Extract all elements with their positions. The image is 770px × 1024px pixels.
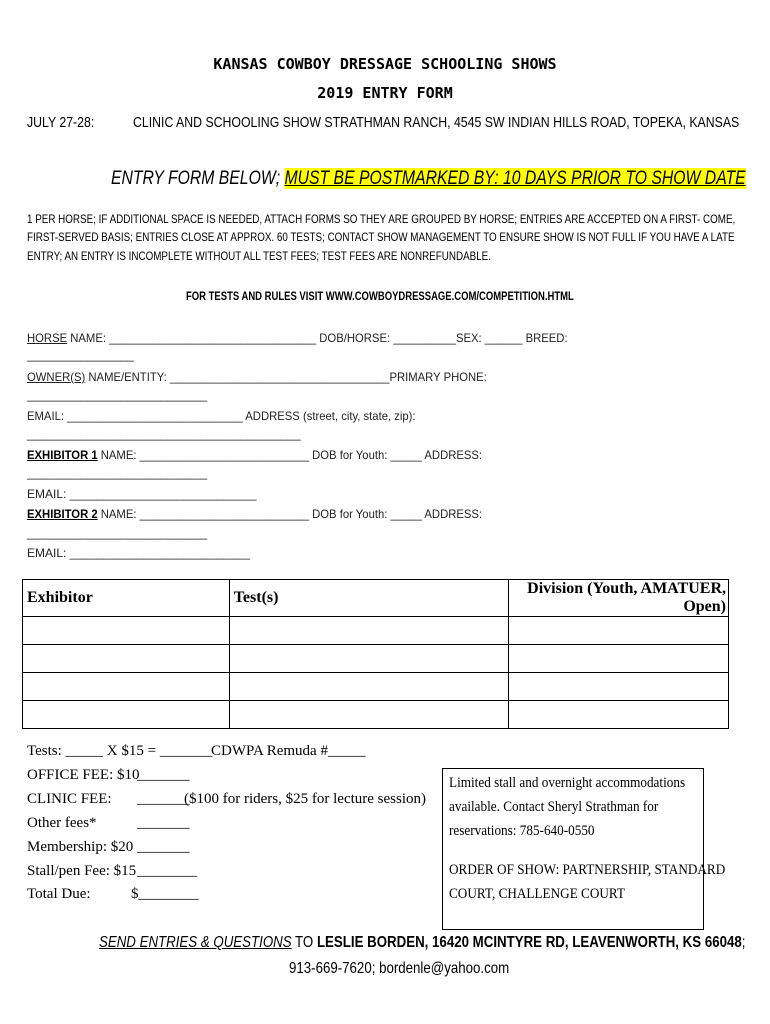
accommodations-phone: reservations: 785-640-0550 (449, 823, 595, 839)
table-row (23, 617, 729, 645)
office-fee-blank[interactable]: _______ (137, 767, 190, 783)
instructions-line-3: ENTRY; AN ENTRY IS INCOMPLETE WITHOUT ALL TEST FEES; TEST FEES ARE NONREFUNDABLE. (27, 249, 491, 263)
total-due-line: ________ (138, 886, 199, 902)
accommodations-line-2: available. Contact Sheryl Strathman for (449, 799, 659, 815)
horse-name-field[interactable] (27, 331, 568, 345)
owner-phone-continuation[interactable]: ___________________________ (27, 388, 208, 402)
clinic-fee-label: CLINIC FEE: (27, 791, 112, 807)
horse-label: HORSE (27, 331, 68, 345)
show-location: CLINIC AND SCHOOLING SHOW STRATHMAN RANCH, 4545 SW INDIAN HILLS ROAD, TOPEKA, KANSAS (133, 114, 740, 131)
office-fee-label: OFFICE FEE: $10 (27, 767, 140, 783)
owner-address-continuation[interactable]: _________________________________________ (27, 427, 301, 441)
tests-cell[interactable] (229, 617, 509, 645)
notice-lead: ENTRY FORM BELOW; (111, 168, 285, 189)
owner-label: OWNER(S) (27, 370, 86, 384)
contact-info[interactable]: 913-669-7620; bordenle@yahoo.com (289, 960, 510, 977)
instructions-line-2: FIRST-SERVED BASIS; ENTRIES CLOSE AT APPROX. 60 TESTS; CONTACT SHOW MANAGEMENT TO ENSURE SHOW IS NOT FULL IF YOU HAVE A LATE (27, 230, 735, 244)
tests-cell[interactable] (229, 645, 509, 673)
form-subtitle: 2019 ENTRY FORM (317, 84, 453, 102)
instructions-line-1: 1 PER HORSE; IF ADDITIONAL SPACE IS NEEDED, ATTACH FORMS SO THEY ARE GROUPED BY HORSE; ENTRIES ARE ACCEPTED ON A FIRST- COME, (27, 212, 736, 226)
form-title: KANSAS COWBOY DRESSAGE SCHOOLING SHOWS (213, 55, 557, 73)
exhibitor-2-label: EXHIBITOR 2 (27, 507, 98, 521)
tests-fee-line[interactable]: Tests: _____ X $15 = _______ (27, 743, 213, 759)
exhibitor-cell[interactable] (23, 617, 230, 645)
tests-column-header: Test(s) (229, 580, 509, 617)
exhibitor-2-line: NAME: ___________________________ DOB for Youth: _____ ADDRESS: (97, 507, 483, 521)
exhibitor-column-header: Exhibitor (23, 580, 230, 617)
exhibitor-2-email-field[interactable]: EMAIL: ___________________________ (27, 546, 250, 560)
owner-name-field[interactable] (27, 370, 487, 384)
send-entries-to: TO (291, 934, 317, 951)
exhibitor-cell[interactable] (23, 673, 230, 701)
postmark-notice (111, 168, 746, 190)
other-fees-label: Other fees* (27, 815, 97, 831)
exhibitor-1-address-continuation[interactable]: ___________________________ (27, 466, 208, 480)
exhibitor-1-line: NAME: ___________________________ DOB for Youth: _____ ADDRESS: (97, 448, 483, 462)
send-entries-semicolon: ; (741, 934, 746, 951)
mailing-address: LESLIE BORDEN, 16420 MCINTYRE RD, LEAVENWORTH, KS 66048 (316, 934, 742, 951)
accommodations-box (442, 768, 704, 930)
division-cell[interactable] (509, 617, 729, 645)
clinic-fee-blank[interactable]: _______ (137, 791, 190, 807)
exhibitor-2-field[interactable] (27, 507, 482, 521)
division-cell[interactable] (509, 701, 729, 729)
division-cell[interactable] (509, 645, 729, 673)
order-of-show-line-2: COURT, CHALLENGE COURT (449, 886, 625, 902)
order-of-show-line-1: ORDER OF SHOW: PARTNERSHIP, STANDARD (449, 862, 726, 878)
accommodations-line-1: Limited stall and overnight accommodations (449, 775, 686, 791)
tests-cell[interactable] (229, 701, 509, 729)
show-date: JULY 27-28: (27, 114, 95, 131)
send-entries-line (99, 934, 745, 952)
table-row (23, 645, 729, 673)
horse-name-line: NAME: _________________________________ DOB/HORSE: __________SEX: ______ BREED: (67, 331, 568, 345)
exhibitor-2-address-continuation[interactable]: ___________________________ (27, 526, 208, 540)
tests-cell[interactable] (229, 673, 509, 701)
stall-fee-blank[interactable]: ________ (137, 863, 197, 879)
table-header-row (23, 580, 729, 617)
exhibitor-1-email-field[interactable]: EMAIL: ____________________________ (27, 487, 257, 501)
send-entries-label: SEND ENTRIES & QUESTIONS (99, 934, 292, 951)
membership-fee-blank[interactable]: _______ (137, 839, 190, 855)
clinic-fee-note: ($100 for riders, $25 for lecture session) (184, 791, 427, 807)
division-cell[interactable] (509, 673, 729, 701)
table-row (23, 701, 729, 729)
division-column-header: Division (Youth, AMATUER, Open) (509, 580, 729, 617)
cdwpa-remuda-field[interactable]: CDWPA Remuda #_____ (211, 743, 366, 759)
entries-table (22, 579, 729, 729)
total-due-blank[interactable] (131, 886, 199, 903)
owner-name-line: NAME/ENTITY: ___________________________________PRIMARY PHONE: (85, 370, 487, 384)
membership-fee-label: Membership: $20 (27, 839, 134, 855)
dollar-sign: $ (131, 886, 139, 902)
postmark-deadline: MUST BE POSTMARKED BY: 10 DAYS PRIOR TO SHOW DATE (284, 168, 746, 189)
exhibitor-cell[interactable] (23, 701, 230, 729)
horse-name-continuation[interactable]: ________________ (27, 348, 134, 362)
other-fees-blank[interactable]: _______ (137, 815, 190, 831)
stall-fee-label: Stall/pen Fee: $15 (27, 863, 137, 879)
exhibitor-1-field[interactable] (27, 448, 482, 462)
owner-email-address-field[interactable]: EMAIL: ____________________________ ADDRESS (street, city, state, zip): (27, 409, 416, 423)
total-due-label: Total Due: (27, 886, 91, 902)
exhibitor-cell[interactable] (23, 645, 230, 673)
table-row (23, 673, 729, 701)
exhibitor-1-label: EXHIBITOR 1 (27, 448, 98, 462)
rules-link[interactable]: FOR TESTS AND RULES VISIT WWW.COWBOYDRESSAGE.COM/COMPETITION.HTML (186, 289, 574, 303)
